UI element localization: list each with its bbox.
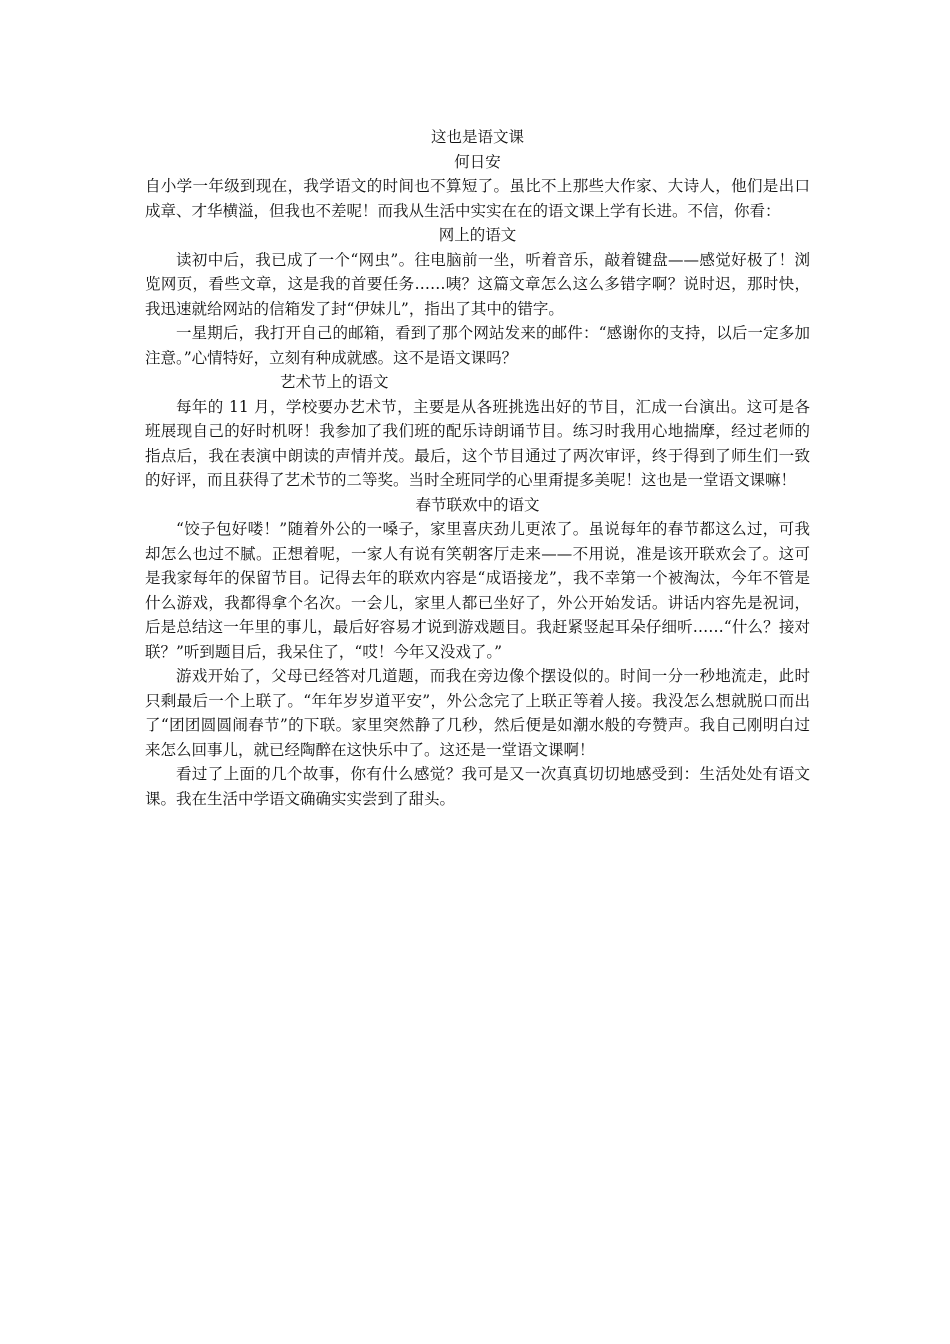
- document-author: 何日安: [454, 152, 501, 171]
- intro-paragraph: 自小学一年级到现在，我学语文的时间也不算短了。虽比不上那些大作家、大诗人，他们是出口成章、才华横溢，但我也不差呢！而我从生活中实实在在的语文课上学有长进。不信，你看：: [145, 177, 810, 220]
- paragraph: 读初中后，我已成了一个“网虫”。往电脑前一坐，听着音乐，敲着键盘——感觉好极了！浏览网页，看些文章，这是我的首要任务……咦？这篇文章怎么这么多错字啊？说时迟，那时快，我迅速就给网站的信箱发了封“伊妹儿”，指出了其中的错字。: [145, 250, 810, 318]
- section-title-spring-festival: 春节联欢中的语文: [415, 495, 540, 514]
- section-title-online: 网上的语文: [438, 226, 517, 244]
- section-title-art-festival: 艺术节上的语文: [280, 373, 389, 391]
- paragraph: “饺子包好喽！”随着外公的一嗓子，家里喜庆劲儿更浓了。虽说每年的春节都这么过，可我却怎么也过不腻。正想着呢，一家人有说有笑朝客厅走来——不用说，准是该开联欢会了。这可是我家每年的保留节目。记得去年的联欢内容是“成语接龙”，我不幸第一个被淘汰，今年不管是什么游戏，我都得拿个名次。一会儿，家里人都已坐好了，外公开始发话。讲话内容先是祝词，后是总结这一年里的事儿，最后好容易才说到游戏题目。我赶紧竖起耳朵仔细听……“什么？接对联？”听到题目后，我呆住了，“哎！今年又没戏了。”: [145, 520, 810, 661]
- paragraph: 一星期后，我打开自己的邮箱，看到了那个网站发来的邮件：“感谢你的支持，以后一定多加注意。”心情特好，立刻有种成就感。这不是语文课吗？: [145, 324, 810, 367]
- document-page: [145, 125, 810, 811]
- paragraph: 看过了上面的几个故事，你有什么感觉？我可是又一次真真切切地感受到：生活处处有语文课。我在生活中学语文确确实实尝到了甜头。: [145, 765, 810, 808]
- paragraph: 游戏开始了，父母已经答对几道题，而我在旁边像个摆设似的。时间一分一秒地流走，此时只剩最后一个上联了。“年年岁岁道平安”，外公念完了上联正等着人接。我没怎么想就脱口而出了“团团圆圆闹春节”的下联。家里突然静了几秒，然后便是如潮水般的夸赞声。我自己刚明白过来怎么回事儿，就已经陶醉在这快乐中了。这还是一堂语文课啊！: [145, 667, 810, 759]
- paragraph: 每年的 11 月，学校要办艺术节，主要是从各班挑选出好的节目，汇成一台演出。这可是各班展现自己的好时机呀！我参加了我们班的配乐诗朗诵节目。练习时我用心地揣摩，经过老师的指点后，我在表演中朗读的声情并茂。最后，这个节目通过了两次审评，终于得到了师生们一致的好评，而且获得了艺术节的二等奖。当时全班同学的心里甭提多美呢！这也是一堂语文课嘛！: [145, 397, 810, 489]
- document-title: 这也是语文课: [430, 128, 524, 146]
